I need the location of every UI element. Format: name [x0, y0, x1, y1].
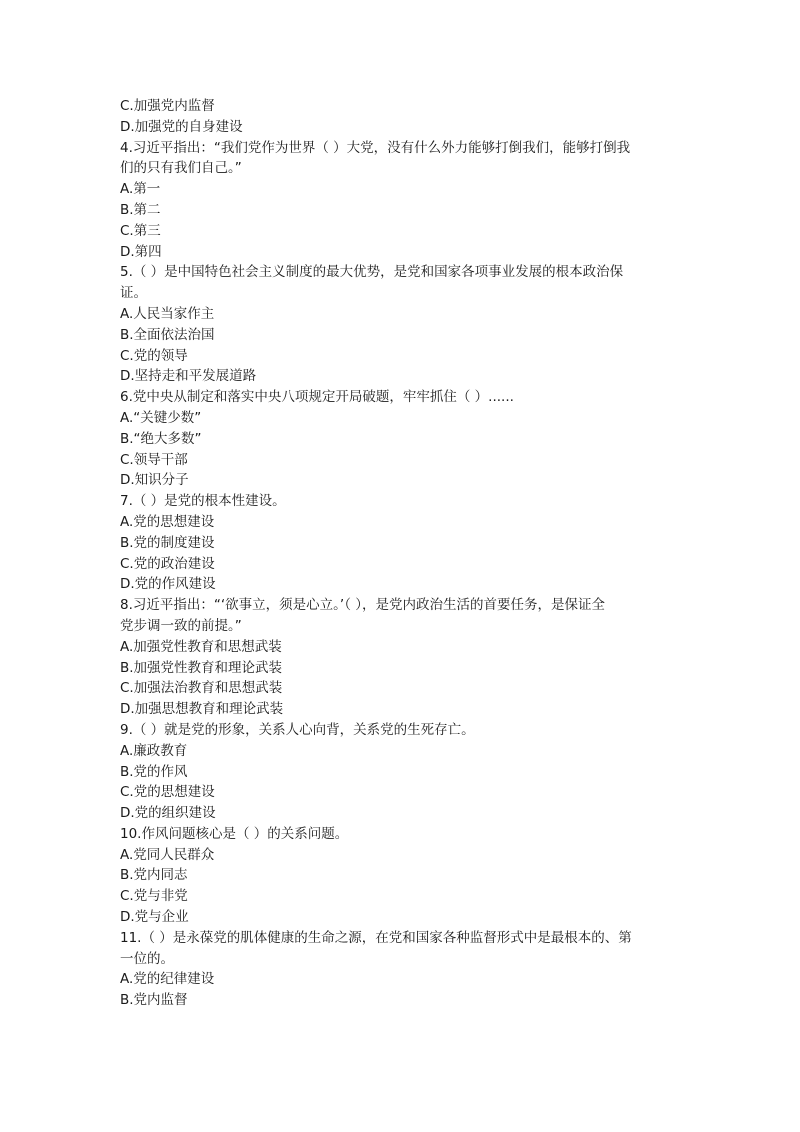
question-6: 6.党中央从制定和落实中央八项规定开局破题，牢牢抓住（ ）......: [120, 389, 514, 406]
option-d-q8: D.加强思想教育和理论武装: [120, 701, 284, 718]
option-c-q6: C.领导干部: [120, 451, 188, 468]
option-a-q5: A.人民当家作主: [120, 305, 215, 322]
option-b-q4: B.第二: [120, 201, 161, 218]
option-a-q11: A.党的纪律建设: [120, 971, 215, 988]
option-d-q4: D.第四: [120, 243, 162, 260]
question-8-line-1: 8.习近平指出：“‘欲事立，须是心立。’（ ），是党内政治生活的首要任务，是保证全: [120, 597, 605, 614]
option-c-q4: C.第三: [120, 222, 161, 239]
option-b-q5: B.全面依法治国: [120, 326, 215, 343]
option-b-q9: B.党的作风: [120, 763, 188, 780]
question-9: 9.（ ）就是党的形象，关系人心向背，关系党的生死存亡。: [120, 721, 475, 738]
question-5-line-1: 5.（ ）是中国特色社会主义制度的最大优势，是党和国家各项事业发展的根本政治保: [120, 264, 624, 281]
question-11-line-1: 11.（ ）是永葆党的肌体健康的生命之源，在党和国家各种监督形式中是最根本的、第: [120, 929, 632, 946]
option-a-q10: A.党同人民群众: [120, 846, 215, 863]
option-d-q10: D.党与企业: [120, 909, 189, 926]
question-10: 10.作风问题核心是（ ）的关系问题。: [120, 825, 349, 842]
question-4-line-2: 们的只有我们自己。”: [120, 160, 242, 177]
option-c-q3: C.加强党内监督: [120, 98, 215, 114]
option-c-q7: C.党的政治建设: [120, 555, 215, 572]
option-b-q10: B.党内同志: [120, 867, 188, 884]
option-a-q4: A.第一: [120, 181, 161, 198]
option-a-q6: A.“关键少数”: [120, 409, 202, 426]
question-8-line-2: 党步调一致的前提。”: [120, 617, 242, 634]
option-d-q5: D.坚持走和平发展道路: [120, 368, 257, 385]
option-a-q9: A.廉政教育: [120, 742, 188, 759]
question-4-line-1: 4.习近平指出：“我们党作为世界（ ）大党，没有什么外力能够打倒我们，能够打倒我: [120, 139, 631, 156]
option-d-q9: D.党的组织建设: [120, 805, 216, 822]
option-b-q7: B.党的制度建设: [120, 534, 215, 551]
option-c-q8: C.加强法治教育和思想武装: [120, 680, 283, 697]
option-c-q10: C.党与非党: [120, 888, 188, 905]
option-a-q7: A.党的思想建设: [120, 513, 215, 530]
option-c-q5: C.党的领导: [120, 347, 188, 364]
option-b-q6: B.“绝大多数”: [120, 430, 202, 447]
option-d-q7: D.党的作风建设: [120, 576, 216, 593]
option-d-q3: D.加强党的自身建设: [120, 118, 243, 135]
document-page: [120, 96, 690, 1011]
question-11-line-2: 一位的。: [120, 950, 174, 967]
question-7: 7.（ ）是党的根本性建设。: [120, 493, 286, 510]
option-a-q8: A.加强党性教育和思想武装: [120, 638, 282, 655]
option-b-q11: B.党内监督: [120, 992, 188, 1009]
question-5-line-2: 证。: [120, 285, 147, 302]
option-b-q8: B.加强党性教育和理论武装: [120, 659, 283, 676]
option-c-q9: C.党的思想建设: [120, 784, 215, 801]
option-d-q6: D.知识分子: [120, 472, 189, 489]
